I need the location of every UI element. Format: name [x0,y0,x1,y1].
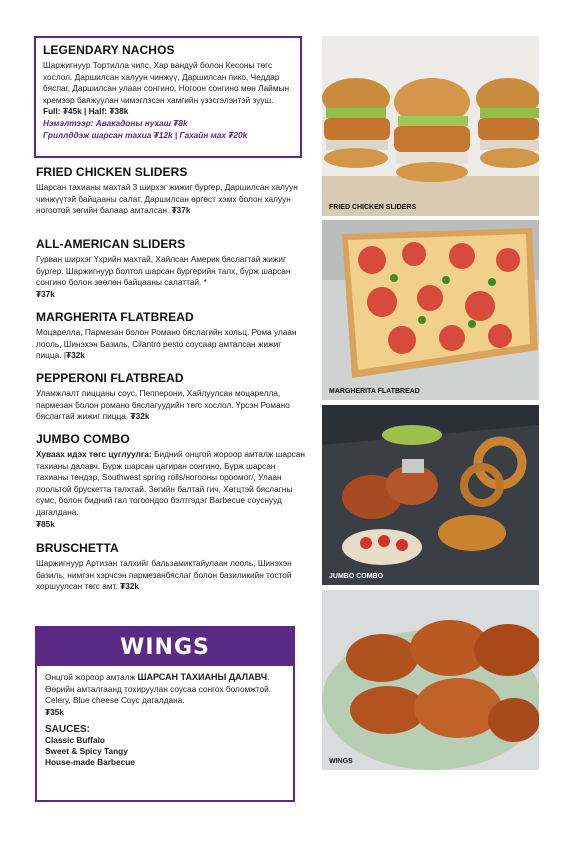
sauce-item: House-made Barbecue [45,757,135,768]
menu-item-pepperoni-flatbread [36,371,306,423]
combo-image [322,405,539,585]
menu-item-bruschetta [36,541,306,593]
item-description: Шарсан тахианы махтай 3 ширхэг жижиг бургер, Даршилсан халуун чинжүүтэй байцааны салат, Даршилсан өргөст хэмх болон халуун ногоотой зөгийн балаар амталсан. [36,182,298,216]
wings-title: WINGS [120,634,210,660]
item-lead: Хуваах идэх төгс цуглуулга: [36,449,152,459]
photo-jumbo-combo [322,405,539,585]
item-description: Шаржигнуур Артизан талхийг бальзамиктайулаан лооль, Шинэхэн базиль, нимгэн хэрчсэн пармезанбяслаг болон базиликийн тостой хоршуулсан төгс амт. [36,558,292,592]
wings-body [37,666,293,774]
item-title: BRUSCHETTA [36,541,119,555]
item-price: ₮35k [45,706,64,717]
item-title: ALL-AMERICAN SLIDERS [36,237,186,251]
wings-desc-post: . Өөрийн амталгаанд тохируулан соусаа сонгох боломжтой. Celery, Blue cheese Соус дагалдана. [45,672,272,706]
sauce-item: Sweet & Spicy Tangy [45,746,128,757]
item-price: ₮85k [36,518,55,529]
item-description: Бидний онцгой жороор амталж шарсан тахианы далавч, Бүрж шарсан цагиран сонгино, Бүрж шарсан тахианы тендэр, Southwest spring rolls/ногооны ороомог/, Улаан лоольтой брускетта талхтай. Зөгийн балтай гич, Хөгцтэй бяслагны сумс, болон бидний гал тогоондоо бэлтгэдэг Barbecue соуснууд дагалдана. [36,449,305,517]
menu-item-jumbo-combo [36,432,306,530]
photo-wings [322,590,539,770]
item-description: Моцарелла, Пармезан болон Романо бяслагийн хольц. Рома улаан лооль, Шинэхэн Базиль, Cilantro pesto соусаар амталсан жижиг пицца. | [36,327,297,361]
wings-desc-pre: Онцгой жороор амталж [45,672,138,682]
item-price: ₮32k [130,411,150,422]
item-description: Уламжлалт пиццаны соус, Пепперони, Хайлуулсан моцарелла, пармезан болон романо бяслагуудийн төгс хослол. Үрсэн Романо бяслагтай жижиг пицца. [36,388,290,422]
item-addon: Нэмэлтээр: Авакадоны нухаш ₮8k [43,117,188,128]
photo-caption: MARGHERITA FLATBREAD [329,388,420,395]
wings-card [35,626,295,802]
sliders-image [322,36,539,216]
menu-item-margherita-flatbread [36,310,306,362]
menu-item-all-american-sliders [36,237,306,300]
sauces-title: SAUCES: [45,724,91,736]
photo-caption: JUMBO COMBO [329,573,384,580]
photo-caption: WINGS [329,758,353,765]
item-title: MARGHERITA FLATBREAD [36,310,194,324]
photo-caption: FRIED CHICKEN SLIDERS [329,204,417,211]
item-price: ₮37k [36,288,55,299]
sauce-item: Classic Buffalo [45,735,105,746]
item-description: Шаржигнуур Тортилла чипс, Хар вандуй болон Кесоны төгс хослол. Даршилсан халуун чинжүү, Даршилсан пико, Чеддар бяслаг, Даршилсан улаан сонгино, Ногоон сонгино мөн Лаймын кремээр баяжуулан чимэглэсэн хамгийн үзэсгэлэнтэй зууш. [43,60,290,105]
legendary-nachos-card [34,36,302,158]
item-price: ₮32k [66,350,85,361]
photo-margherita-flatbread [322,220,539,400]
item-title: JUMBO COMBO [36,432,130,446]
menu-item-fried-chicken-sliders [36,165,306,217]
item-addon: Гриллддэж шарсан тахиа ₮12k | Гахайн мах ₮20k [43,129,248,140]
flatbread-image [322,220,539,400]
photo-fried-chicken-sliders [322,36,539,216]
item-title: PEPPERONI FLATBREAD [36,371,184,385]
item-title: FRIED CHICKEN SLIDERS [36,165,188,179]
wings-desc-bold: ШАРСАН ТАХИАНЫ ДАЛАВЧ [137,672,268,682]
wings-image [322,590,539,770]
item-price: Full: ₮45k | Half: ₮38k [43,106,129,117]
item-title: LEGENDARY NACHOS [43,43,175,57]
item-description: Гурван ширхэг Үхрийн махтай, Хайлсан Америк бяслагтай жижиг бургер. Шаржигнуур болтол шарсан бургерийн талх, бүрж шарсан сонгино болон зөөлөн байцааны салаттай. * [36,254,291,288]
wings-header [37,628,293,666]
item-price: ₮32k [120,581,139,592]
item-price: ₮37k [171,205,191,216]
